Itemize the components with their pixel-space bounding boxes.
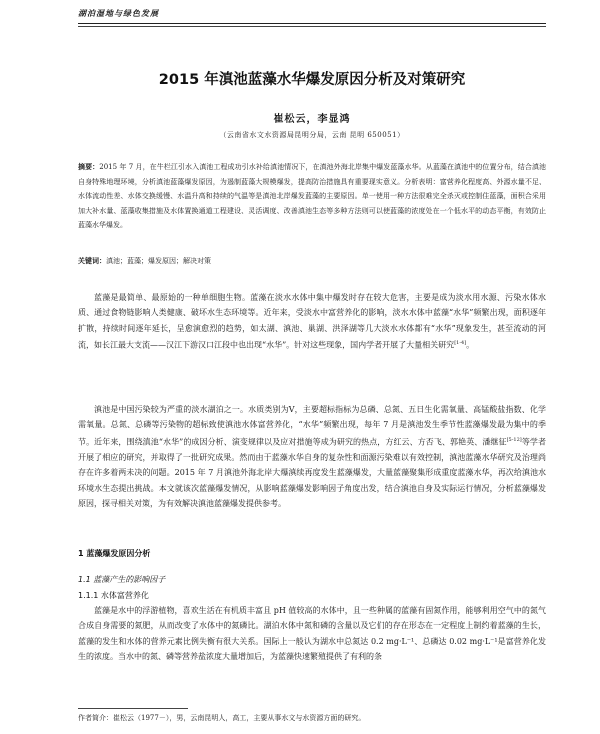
citation-1-4: [1-4]: [454, 340, 467, 347]
abstract-text: 2015 年 7 月，在牛栏江引水入滇池工程成功引水补给滇池情况下，在滇池外海北岸集中爆发蓝藻水华。从蓝藻在滇池中的位置分布，结合滇池自身特殊地理环境，分析滇池蓝藻爆发原因，为遏制蓝藻大规模爆发，提高防治措施具有重要现实意义。分析表明：富营养化程度高、外源水量不足、水体流动性差、水体交换缓慢、水温升高和持续的气温等是滇池北岸爆发蓝藻的主要原因。单一使用一种方法很难完全杀灭或控制住蓝藻，面积合采用加大补水量、蓝藻收集措施及水体置换通道工程建设、灵活调度、改善滇池生态等多种方法则可以使蓝藻的浓度处在一个低水平的动态平衡，有效防止蓝藻水华爆发。: [78, 163, 547, 230]
keywords-text: 滇池；蓝藻；爆发原因；解决对策: [106, 257, 211, 265]
author-footnote: 作者简介：崔松云（1977－），男，云南昆明人，高工，主要从事水文与水资源方面的研究。: [78, 714, 366, 722]
header-rule: [78, 23, 546, 24]
affiliation: （云南省水文水资源局昆明分局，云南 昆明 650051）: [219, 131, 405, 139]
abstract: [78, 160, 546, 233]
footnote-rule: [78, 708, 188, 709]
header-rule-thin: [78, 26, 546, 27]
authors: 崔松云，李显鸿: [273, 114, 351, 125]
abstract-label: 摘要：: [78, 162, 100, 171]
section-heading-1-1-1: 1.1.1 水体富营养化: [78, 591, 149, 600]
citation-5-12: [5-12]: [506, 436, 522, 443]
keywords-label: 关键词：: [78, 256, 106, 265]
keywords: [78, 256, 546, 266]
section-heading-1: 1 蓝藻爆发原因分析: [78, 549, 151, 558]
intro-paragraph-1-text: 蓝藻是最简单、最原始的一种单细胞生物。蓝藻在淡水水体中集中爆发时存在较大危害，主要是成为淡水用水源、污染水体水质、通过食物链影响人类健康、破坏水生态环境等。近年来，受淡水中富营养化的影响，淡水水体中蓝藻“水华”频繁出现，面积逐年扩散，持续时间逐年延长，呈愈演愈烈的趋势，如太湖、滇池、巢湖、洪泽湖等几大淡水水体都有“水华”现象发生，甚至流动的河流，如长江最大支流——汉江下游汉口江段中也出现“水华”。针对这些现象，国内学者开展了大量相关研究: [78, 293, 546, 350]
intro-paragraph-2-text-b: 等学者开展了相应的研究，并取得了一批研究成果。然而由于蓝藻水华自身的复杂性和面源污染难以有效控制，滇池蓝藻水华研究及治理尚存在许多着两未决的问题。2015 年 7 月滇池外海北岸大爆滇续再度发生蓝藻爆发，大量蓝藻聚集形成重度蓝藻水华，再次给滇池水环境水生态提出挑战。本文就该次蓝藻爆发情况，从影响蓝藻爆发影响因子角度出发，结合滇池自身及实际运行情况，分析蓝藻爆发原因，探寻相关对策，为有效解决滇池蓝藻爆发提供参考。: [78, 437, 546, 509]
intro-paragraph-1: [78, 290, 546, 353]
journal-header: 湖泊湿地与绿色发展: [78, 9, 159, 18]
paper-title: 2015 年滇池蓝藻水华爆发原因分析及对策研究: [158, 72, 466, 88]
intro-paragraph-1-end: 。: [466, 340, 475, 350]
intro-paragraph-2: [78, 402, 546, 512]
intro-paragraph-2-text-a: 滇池是中国污染较为严重的淡水湖泊之一。水质类别为Ⅴ，主要超标指标为总磷、总氮、五日生化需氧量、高锰酸盐指数、化学需氧量。总氮、总磷等污染物的超标致使滇池水体富营养化，“水华”频繁出现，每年 7 月是滇池发生季节性蓝藻爆发最为集中的季节。近年来，围绕滇池“水华”的成因分析、演变规律以及应对措施等成为研究的热点，方红云、方否飞、郭艳英、潘继征: [78, 405, 546, 447]
body-paragraph-3: 蓝藻是水中的浮游植物，喜欢生活在有机质丰富且 pH 值较高的水体中，且一些种属的蓝藻有固氮作用，能够利用空气中的氮气合成自身需要的氮肥，从而改变了水体中的氮磷比。湖泊水体中氮和磷的含量以及它们的存在形态在一定程度上制约着蓝藻的生长，蓝藻的发生和水体的营养元素比例失衡有很大关系。国际上一般认为湖水中总氮达 0.2 mg·L⁻¹、总磷达 0.02 mg·L⁻¹是富营养化发生的浓度。当水中的氮、磷等营养盐浓度大量增加后，为蓝藻快速繁殖提供了有利的条: [78, 606, 546, 662]
section-heading-1-1: 1.1 蓝藻产生的影响因子: [78, 575, 166, 584]
